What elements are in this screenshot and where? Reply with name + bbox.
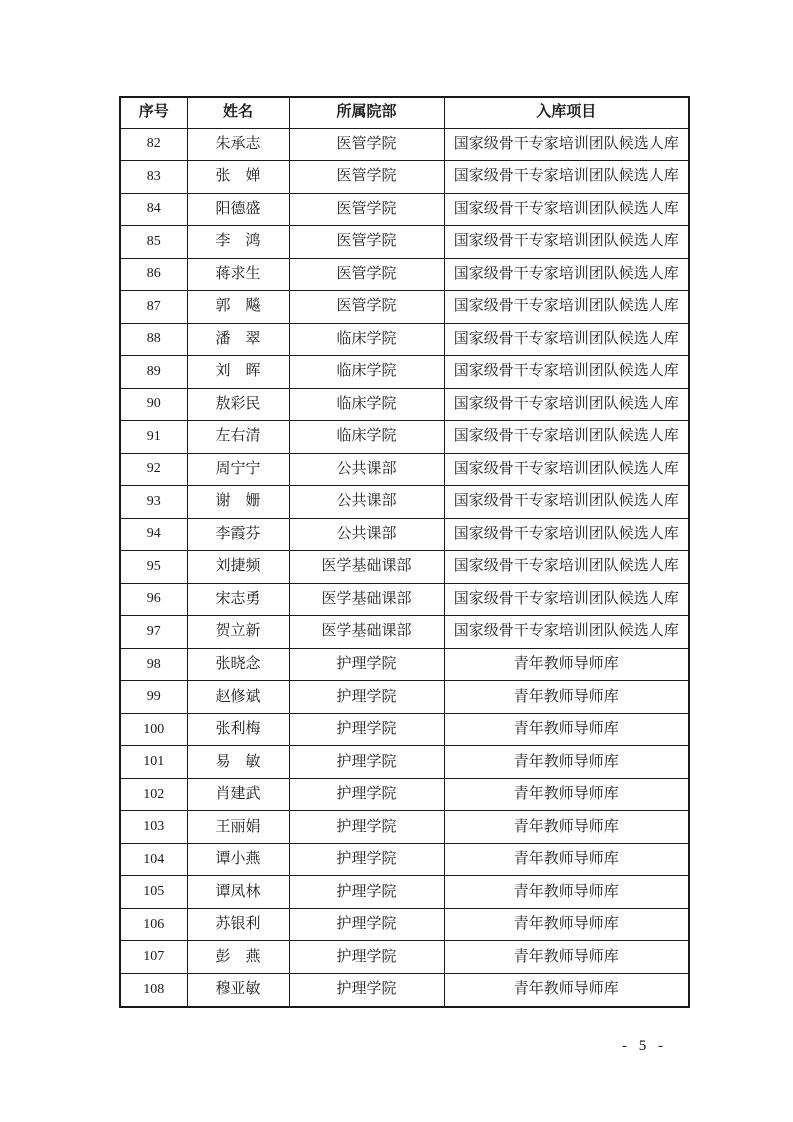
cell-no: 108 [120, 973, 187, 1007]
cell-no: 99 [120, 681, 187, 714]
cell-name: 苏银利 [187, 908, 289, 941]
cell-name: 敖彩民 [187, 388, 289, 421]
table-row [120, 746, 689, 779]
table-row [120, 128, 689, 161]
table-row [120, 226, 689, 259]
cell-name: 张晓念 [187, 648, 289, 681]
cell-dept: 护理学院 [289, 811, 444, 844]
table-row [120, 843, 689, 876]
cell-dept: 医学基础课部 [289, 616, 444, 649]
cell-project: 青年教师导师库 [444, 876, 689, 909]
cell-dept: 临床学院 [289, 388, 444, 421]
cell-name: 左右清 [187, 421, 289, 454]
cell-dept: 护理学院 [289, 843, 444, 876]
table-row [120, 551, 689, 584]
cell-no: 82 [120, 128, 187, 161]
cell-name: 朱承志 [187, 128, 289, 161]
cell-project: 国家级骨干专家培训团队候选人库 [444, 226, 689, 259]
cell-name: 阳德盛 [187, 193, 289, 226]
table-row [120, 876, 689, 909]
cell-project: 青年教师导师库 [444, 681, 689, 714]
cell-project: 国家级骨干专家培训团队候选人库 [444, 258, 689, 291]
column-header-project: 入库项目 [444, 97, 689, 128]
cell-no: 106 [120, 908, 187, 941]
cell-name: 易 敏 [187, 746, 289, 779]
table-row [120, 193, 689, 226]
cell-project: 国家级骨干专家培训团队候选人库 [444, 551, 689, 584]
personnel-roster-table [119, 96, 690, 1008]
cell-no: 89 [120, 356, 187, 389]
cell-project: 国家级骨干专家培训团队候选人库 [444, 128, 689, 161]
cell-dept: 护理学院 [289, 746, 444, 779]
cell-name: 周宁宁 [187, 453, 289, 486]
table-row [120, 616, 689, 649]
cell-no: 101 [120, 746, 187, 779]
table-row [120, 486, 689, 519]
cell-no: 86 [120, 258, 187, 291]
table-row [120, 973, 689, 1007]
cell-no: 102 [120, 778, 187, 811]
cell-no: 104 [120, 843, 187, 876]
cell-name: 张利梅 [187, 713, 289, 746]
cell-dept: 护理学院 [289, 908, 444, 941]
cell-project: 青年教师导师库 [444, 713, 689, 746]
cell-dept: 医管学院 [289, 161, 444, 194]
cell-project: 国家级骨干专家培训团队候选人库 [444, 583, 689, 616]
cell-project: 青年教师导师库 [444, 811, 689, 844]
cell-no: 100 [120, 713, 187, 746]
cell-no: 98 [120, 648, 187, 681]
cell-project: 青年教师导师库 [444, 843, 689, 876]
cell-dept: 医管学院 [289, 193, 444, 226]
cell-name: 谭小燕 [187, 843, 289, 876]
cell-project: 国家级骨干专家培训团队候选人库 [444, 291, 689, 324]
cell-project: 青年教师导师库 [444, 908, 689, 941]
table-row [120, 681, 689, 714]
cell-name: 刘 晖 [187, 356, 289, 389]
table-header-row [120, 97, 689, 128]
cell-no: 90 [120, 388, 187, 421]
cell-name: 潘 翠 [187, 323, 289, 356]
cell-dept: 医学基础课部 [289, 551, 444, 584]
cell-dept: 护理学院 [289, 778, 444, 811]
cell-no: 107 [120, 941, 187, 974]
cell-no: 88 [120, 323, 187, 356]
cell-dept: 医管学院 [289, 291, 444, 324]
cell-no: 91 [120, 421, 187, 454]
cell-dept: 护理学院 [289, 681, 444, 714]
cell-dept: 护理学院 [289, 876, 444, 909]
cell-dept: 医管学院 [289, 258, 444, 291]
cell-project: 青年教师导师库 [444, 648, 689, 681]
cell-name: 谢 姗 [187, 486, 289, 519]
cell-no: 97 [120, 616, 187, 649]
cell-project: 国家级骨干专家培训团队候选人库 [444, 161, 689, 194]
cell-name: 张 婵 [187, 161, 289, 194]
cell-dept: 公共课部 [289, 518, 444, 551]
table-row [120, 518, 689, 551]
table-row [120, 648, 689, 681]
table-row [120, 356, 689, 389]
cell-name: 穆亚敏 [187, 973, 289, 1007]
cell-no: 94 [120, 518, 187, 551]
cell-dept: 公共课部 [289, 453, 444, 486]
cell-no: 87 [120, 291, 187, 324]
cell-no: 93 [120, 486, 187, 519]
table-row [120, 811, 689, 844]
table-row [120, 291, 689, 324]
cell-no: 96 [120, 583, 187, 616]
cell-name: 李 鸿 [187, 226, 289, 259]
table-row [120, 421, 689, 454]
cell-name: 蒋求生 [187, 258, 289, 291]
table-row [120, 258, 689, 291]
cell-name: 贺立新 [187, 616, 289, 649]
cell-no: 92 [120, 453, 187, 486]
cell-no: 83 [120, 161, 187, 194]
cell-project: 国家级骨干专家培训团队候选人库 [444, 616, 689, 649]
table-body [120, 128, 689, 1007]
table-row [120, 778, 689, 811]
cell-project: 国家级骨干专家培训团队候选人库 [444, 421, 689, 454]
cell-project: 国家级骨干专家培训团队候选人库 [444, 388, 689, 421]
cell-name: 李霞芬 [187, 518, 289, 551]
table-row [120, 453, 689, 486]
cell-dept: 护理学院 [289, 973, 444, 1007]
cell-name: 赵修斌 [187, 681, 289, 714]
table-row [120, 388, 689, 421]
cell-no: 105 [120, 876, 187, 909]
cell-project: 国家级骨干专家培训团队候选人库 [444, 518, 689, 551]
cell-dept: 临床学院 [289, 323, 444, 356]
column-header-name: 姓名 [187, 97, 289, 128]
cell-dept: 医管学院 [289, 226, 444, 259]
column-header-dept: 所属院部 [289, 97, 444, 128]
cell-name: 郭 飚 [187, 291, 289, 324]
cell-no: 95 [120, 551, 187, 584]
table-row [120, 941, 689, 974]
cell-dept: 临床学院 [289, 356, 444, 389]
cell-dept: 医学基础课部 [289, 583, 444, 616]
table-row [120, 908, 689, 941]
table-row [120, 583, 689, 616]
table-row [120, 323, 689, 356]
cell-dept: 护理学院 [289, 648, 444, 681]
cell-dept: 护理学院 [289, 713, 444, 746]
table-row [120, 713, 689, 746]
cell-no: 103 [120, 811, 187, 844]
cell-name: 谭凤林 [187, 876, 289, 909]
cell-dept: 临床学院 [289, 421, 444, 454]
cell-project: 国家级骨干专家培训团队候选人库 [444, 193, 689, 226]
cell-project: 国家级骨干专家培训团队候选人库 [444, 453, 689, 486]
cell-project: 国家级骨干专家培训团队候选人库 [444, 323, 689, 356]
cell-no: 84 [120, 193, 187, 226]
cell-dept: 公共课部 [289, 486, 444, 519]
page-number: - 5 - [622, 1038, 667, 1054]
cell-project: 国家级骨干专家培训团队候选人库 [444, 356, 689, 389]
cell-project: 青年教师导师库 [444, 746, 689, 779]
column-header-no: 序号 [120, 97, 187, 128]
cell-name: 宋志勇 [187, 583, 289, 616]
cell-dept: 医管学院 [289, 128, 444, 161]
cell-name: 王丽娟 [187, 811, 289, 844]
cell-dept: 护理学院 [289, 941, 444, 974]
cell-project: 国家级骨干专家培训团队候选人库 [444, 486, 689, 519]
cell-project: 青年教师导师库 [444, 973, 689, 1007]
cell-name: 肖建武 [187, 778, 289, 811]
cell-name: 刘捷频 [187, 551, 289, 584]
cell-no: 85 [120, 226, 187, 259]
table-row [120, 161, 689, 194]
cell-project: 青年教师导师库 [444, 941, 689, 974]
cell-project: 青年教师导师库 [444, 778, 689, 811]
cell-name: 彭 燕 [187, 941, 289, 974]
